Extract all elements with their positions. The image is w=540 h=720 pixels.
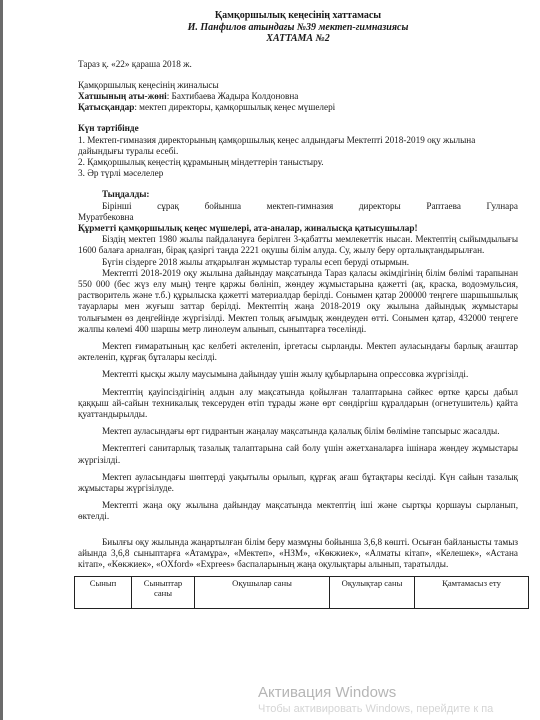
document-header	[78, 10, 518, 45]
paragraph: Бүгін сіздерге 2018 жылы атқарылған жұмыстар туралы есеп беруді отырмын.	[102, 256, 410, 267]
agenda-item: 2. Қамқоршылық кеңестің құрамының міндеттерін таныстыру.	[78, 156, 324, 167]
speaker-word: директоры	[358, 200, 401, 211]
agenda-list	[78, 135, 518, 180]
paragraph: Мектепті жаңа оқу жылына дайындау мақсатында мектептің іші және сыртқы қоршауы сырланып, өктелді.	[78, 500, 518, 522]
paragraph: Мектептегі санитарлық тазалық талаптарына сай болу үшін әжетханаларға ішінара жөндеу жұмыстары жүргізілді.	[78, 443, 518, 465]
attendees-line	[78, 102, 518, 113]
attendees-value: : мектеп директоры, қамқоршылық кеңес мүшелері	[134, 102, 336, 113]
paragraph: Біздің мектеп 1980 жылы пайдалануға берілген 3-қабатты мемлекеттік нысан. Мектептің сыйымдылығы 1600 балаға арналған, бірақ қазіргі таңда 2221 оқушы білім алуда. Су, жылу беру орталықтандырылған.	[78, 234, 518, 256]
document-content	[78, 10, 518, 609]
paragraph: Мектептің қауіпсіздігінің алдын алу мақсатында қойылған талаптарына сәйкес өртке қарсы дабыл қаққыш ай-сайын техникалық тексеруден өтіп тұрады және өрт сөндіргіш құралдарын (огнетушитель) қайта қуаттандырылды.	[78, 386, 518, 419]
agenda-item: 1. Мектеп-гимназия директорының қамқоршылық кеңес алдындағы Мектепті 2018-2019 оқу жылына дайындығы туралы есебі.	[78, 134, 476, 156]
activation-watermark: Активация Windows	[258, 684, 397, 701]
paragraph: Мектепті 2018-2019 оқу жылына дайындау мақсатында Тараз қаласы әкімдігінің білім бөлімі тарапынан 550 000 (бес жүз елу мың) теңге қаржы бөлініп, жөндеу жұмыстарына қажетті (ақ, краска, водоэмульсия, растворитель және т.б.) құрылыска қажетті материалдар берілді. Сонымен қатар 200000 теңгеге шаршышылық тауарлары мен жуғыш заттар берілді. Мектептің жаңа 2018-2019 оқу жылына дайындық жұмыстары толығымен өз деңгейінде жүргізілді. Мектеп толық ағымдық жөндеуден өтті. Сонымен қатар, 432000 теңгеге жалпы көлемі 400 шаршы метр линолеум алынып, сыныптарға төселінді.	[78, 267, 518, 334]
speaker-word: Раптаева	[426, 200, 461, 211]
agenda-title: Күн тәртібінде	[78, 123, 139, 134]
paragraph: Биылғы оқу жылында жаңартылған білім беру мазмұны бойынша 3,6,8 көшті. Осыған байланысты тамыз айында 3,6,8 сыныптарға «Атамұра», «Мектеп», «НЗМ», «Көкжиек», «Алматы кітап», «Келешек», «Астана кітап», «Көкжиек», «OXford» «Exprees» баспаларының жаңа оқулықтары алынып, таратылды.	[78, 536, 518, 570]
speaker-name-cont: Муратбековна	[78, 211, 134, 222]
table-header-cell: Сынып	[75, 577, 132, 609]
secretary-line	[78, 91, 518, 102]
speaker-word: сұрақ	[157, 200, 179, 211]
header-line-2: И. Панфилов атындағы №39 мектеп-гимназиясы	[187, 21, 409, 33]
textbook-table	[74, 576, 529, 609]
paragraph: Мектеп ғимаратының қас келбеті әктеленіп, іргетасы сырланды. Мектеп ауласындағы барлық ағаштар әктеленіп, құрғақ бұталары кесілді.	[78, 340, 518, 363]
table-header-cell: Оқушылар саны	[195, 577, 330, 609]
speaker-word: Бірінші	[102, 200, 132, 211]
agenda-item: 3. Әр түрлі мәселелер	[78, 168, 164, 179]
header-line-1: Қамқоршылық кеңесінің хаттамасы	[214, 10, 382, 21]
paragraph: Мектеп ауласындағы шөптерді уақытылы орылып, құрғақ ағаш бұтақтары кесілді. Күн сайын тазалық жұмыстары жүргізілуде.	[78, 471, 518, 493]
attendees-label: Қатысқандар	[78, 102, 135, 113]
secretary-label: Хатшының аты-жөні	[78, 90, 167, 101]
table-header-cell: Қамтамасыз ету	[415, 577, 529, 609]
listened-title: Тыңдалды:	[102, 189, 150, 200]
activation-watermark-hint: Чтобы активировать Windows, перейдите к па	[258, 703, 494, 715]
page-edge	[0, 0, 3, 720]
speaker-line	[78, 201, 518, 212]
table-header-cell: Сыныптар саны	[132, 577, 195, 609]
meeting-body: Қамқоршылық кеңесінің жиналысы	[78, 79, 219, 90]
speaker-word: бойынша	[204, 200, 242, 211]
paragraph: Мектепті қысқы жылу маусымына дайындау үшін жылу құбырларына опрессовка жүргізілді.	[102, 369, 469, 380]
paragraph: Мектеп ауласындағы өрт гидрантын жаңалау мақсатында қалалық білім бөлімінe тапсырыс жасалды.	[102, 426, 500, 437]
secretary-value: : Бахтибаева Жадыра Колдоновна	[166, 90, 299, 101]
greeting: Құрметті қамқоршылық кеңес мүшелері, ата-аналар, жиналысқа қатысушылар!	[78, 222, 418, 233]
header-line-3: ХАТТАМА №2	[266, 33, 330, 44]
date-line: Тараз қ. «22» қараша 2018 ж.	[78, 58, 192, 69]
table-header-cell: Оқулықтар саны	[330, 577, 415, 609]
table-header-row	[75, 577, 529, 609]
speaker-word: мектеп-гимназия	[266, 200, 334, 211]
speaker-word: Гулнара	[486, 200, 518, 211]
